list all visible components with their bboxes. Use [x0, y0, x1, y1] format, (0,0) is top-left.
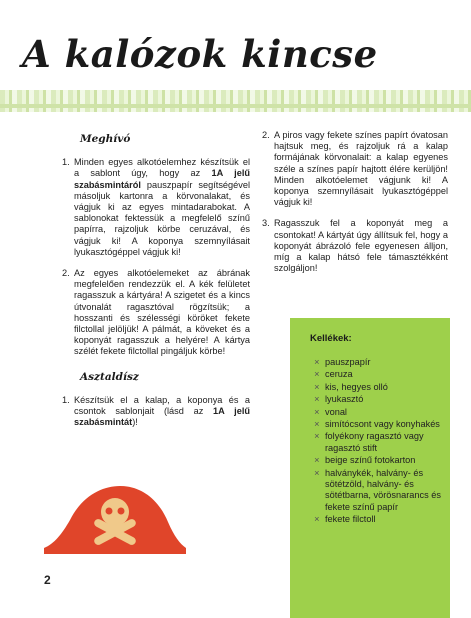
- item-text: Az egyes alkotóelemeket az ábrának megfelelően rendezzük el. A kék felületet ragasszuk a kártyára! A szigetet és a kincs útvonalát ragasztóval rögzítsük; a hosszanti és szélességi köröket fekete filctollal jelöljük! A pálmát, a köveket és a koponyát ragasszuk a helyére! A kártya szélét fekete filctollal pingáljuk körbe!: [74, 268, 250, 357]
- cross-bullet-icon: ×: [314, 467, 320, 478]
- item-text: [74, 157, 250, 258]
- materials-item: × lyukasztó: [314, 394, 364, 405]
- left-column: [62, 130, 250, 438]
- item-number: 1.: [62, 394, 70, 405]
- cross-bullet-icon: ×: [314, 381, 320, 392]
- materials-item: × halványkék, halvány- és sötétzöld, halvány- és sötétbarna, vörösnarancs és fekete színű papír: [314, 467, 441, 512]
- item-number: 2.: [262, 130, 270, 140]
- cross-bullet-icon: ×: [314, 431, 320, 442]
- section-heading-meghivo: Meghívó: [80, 133, 131, 145]
- materials-item: × simítócsont vagy konyhakés: [314, 419, 440, 430]
- cross-bullet-icon: ×: [314, 369, 320, 380]
- right-column: [262, 130, 448, 284]
- materials-item: × vonal: [314, 406, 347, 417]
- instruction-item: [262, 218, 448, 274]
- materials-item: × beige színű fotokarton: [314, 455, 416, 466]
- item-number: 1.: [62, 157, 70, 168]
- instruction-item: [62, 157, 250, 258]
- item-number: 2.: [62, 268, 70, 279]
- item-text-part: pauszpapír segítségével másoljuk kartonra a körvonalakat, és vágjuk ki az egyes mintadarabokat. A sablonokat fektessük a megfelelő színű papírra, rajzoljuk körbe ceruzával, és vágjuk ki! A koponya szemnyílásait lyukasztógéppel vágjuk ki!: [74, 179, 250, 257]
- page-title: A kalózok kincse: [22, 32, 378, 76]
- cross-bullet-icon: ×: [314, 394, 320, 405]
- item-text-part: Készítsük el a kalap, a koponya és a csontok sablonjait (lásd az: [74, 394, 250, 417]
- materials-list: [314, 357, 446, 527]
- cross-bullet-icon: ×: [314, 419, 320, 430]
- materials-title: Kellékek:: [310, 333, 352, 344]
- materials-item: × ceruza: [314, 369, 353, 380]
- cross-bullet-icon: ×: [314, 514, 320, 525]
- item-text-part: Minden egyes alkotóelemhez készítsük el a sablont úgy, hogy az: [74, 157, 250, 179]
- section-heading-asztaldisz: Asztaldísz: [80, 370, 139, 383]
- cross-bullet-icon: ×: [314, 406, 320, 417]
- pirate-hat-illustration: [40, 482, 190, 562]
- item-text: Ragasszuk fel a koponyát meg a csontokat! A kártyát úgy állítsuk fel, hogy a koponyát ábrázoló fele egyenesen álljon, míg a kalap hátsó fele támasztékként szolgáljon!: [274, 218, 448, 274]
- item-text-part: )!: [132, 417, 138, 428]
- instruction-item: [62, 268, 250, 358]
- instruction-item: [262, 130, 448, 208]
- materials-item: × pauszpapír: [314, 357, 371, 367]
- item-text: A piros vagy fekete színes papírt óvatosan hajtsuk meg, és rajzoljuk rá a kalap formájának körvonalait: a kalap egyenes széle a színes papír hajtott élére kerüljön! Minden alkotóelemet vágjunk ki! A koponya szemnyílásait lyukasztógéppel vágjuk ki!: [274, 130, 448, 208]
- item-text: [74, 395, 250, 429]
- decorative-stripe: [0, 90, 471, 112]
- materials-item: × kis, hegyes olló: [314, 381, 388, 392]
- item-text-bold: 1A jelű szabásmintáról: [74, 168, 250, 190]
- item-text-bold: 1A jelű szabásmintát: [74, 406, 250, 428]
- instruction-item: [62, 395, 250, 429]
- decorative-stripe-line: [0, 104, 471, 108]
- materials-item: × fekete filctoll: [314, 514, 376, 525]
- cross-bullet-icon: ×: [314, 357, 320, 367]
- page-number: 2: [44, 573, 51, 587]
- cross-bullet-icon: ×: [314, 455, 320, 466]
- item-number: 3.: [262, 218, 270, 229]
- materials-item: × folyékony ragasztó vagy ragasztó stift: [314, 431, 424, 453]
